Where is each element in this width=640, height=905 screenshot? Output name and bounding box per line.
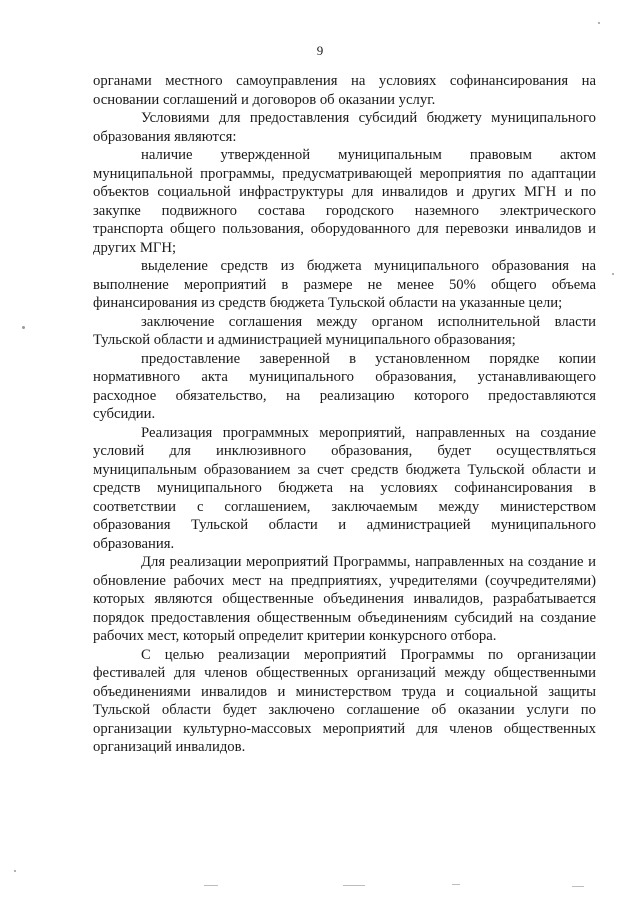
scan-speck	[343, 885, 365, 886]
paragraph	[93, 350, 596, 424]
paragraph	[93, 109, 596, 146]
paragraph	[93, 257, 596, 313]
text-line: расходное обязательство, на реализацию которого предоставляются	[93, 387, 596, 404]
text-line: образования Тульской области и администрацией муниципального	[93, 517, 596, 533]
text-line: финансирования из средств бюджета Тульской области на указанные цели;	[93, 295, 563, 311]
text-line: субсидии.	[93, 406, 156, 422]
scan-speck	[22, 326, 25, 329]
text-line: которых являются общественные объединения инвалидов, разрабатывается	[93, 591, 596, 607]
text-line: образования.	[93, 535, 175, 552]
paragraph	[93, 553, 596, 646]
text-line: предоставление заверенной в установленном порядке копии	[141, 350, 596, 367]
text-line: муниципальным образованием за счет средств бюджета Тульской области и	[93, 461, 596, 478]
text-line: Реализация программных мероприятий, направленных на создание	[141, 424, 596, 441]
text-line: выполнение мероприятий в размере не менее 50% общего объема	[93, 276, 596, 293]
text-line: рабочих мест, который определит критерии конкурсного отбора.	[93, 628, 497, 644]
text-line: С целью реализации мероприятий Программы по организации	[141, 646, 596, 663]
text-line: соответствии с соглашением, заключаемым между министерством	[93, 498, 596, 515]
text-line: выделение средств из бюджета муниципального образования на	[141, 258, 596, 274]
scan-speck	[598, 22, 600, 24]
text-line: фестивалей для членов общественных организаций между общественными	[93, 665, 596, 681]
scan-speck	[572, 886, 584, 887]
text-line: муниципальной программы, предусматривающей мероприятия по адаптации	[93, 165, 596, 182]
text-line: Для реализации мероприятий Программы, направленных на создание и	[141, 554, 596, 570]
text-line: Тульской области будет заключено соглашение об оказании услуги по	[93, 702, 596, 718]
paragraph	[93, 146, 596, 257]
text-line: организаций инвалидов.	[93, 739, 246, 755]
text-line: обновление рабочих мест на предприятиях, учредителями (соучредителями)	[93, 572, 596, 589]
text-line: объектов социальной инфраструктуры для инвалидов и других МГН и по	[93, 184, 596, 200]
scan-speck	[612, 273, 614, 275]
text-line: организации культурно-массовых мероприятий для членов общественных	[93, 720, 596, 737]
text-line: основании соглашений и договоров об оказании услуг.	[93, 91, 436, 108]
text-line: Условиями для предоставления субсидий бюджету муниципального	[141, 110, 596, 126]
text-line: образования являются:	[93, 128, 237, 145]
document-body	[93, 72, 596, 757]
paragraph	[93, 424, 596, 554]
page-number: 9	[316, 43, 324, 58]
text-line: других МГН;	[93, 239, 177, 256]
text-line: объединениями инвалидов и министерством труда и социальной защиты	[93, 683, 596, 700]
paragraph	[93, 646, 596, 757]
text-line: Тульской области и администрацией муниципального образования;	[93, 332, 516, 348]
text-line: транспорта общего пользования, оборудованного для перевозки инвалидов и	[93, 221, 596, 237]
scan-speck	[452, 884, 460, 885]
text-line: средств муниципального бюджета на условиях софинансирования в	[93, 480, 596, 496]
text-line: органами местного самоуправления на условиях софинансирования на	[93, 73, 596, 89]
text-line: нормативного акта муниципального образования, устанавливающего	[93, 369, 596, 385]
text-line: наличие утвержденной муниципальным правовым актом	[141, 147, 596, 163]
scan-speck	[204, 885, 218, 886]
text-line: условий для инклюзивного образования, будет осуществляться	[93, 443, 596, 459]
paragraph	[93, 72, 596, 109]
scan-speck	[14, 870, 16, 872]
paragraph	[93, 313, 596, 350]
text-line: закупке подвижного состава городского наземного электрического	[93, 202, 596, 219]
text-line: порядок предоставления общественным объединениям субсидий на создание	[93, 609, 596, 626]
text-line: заключение соглашения между органом исполнительной власти	[141, 313, 596, 330]
